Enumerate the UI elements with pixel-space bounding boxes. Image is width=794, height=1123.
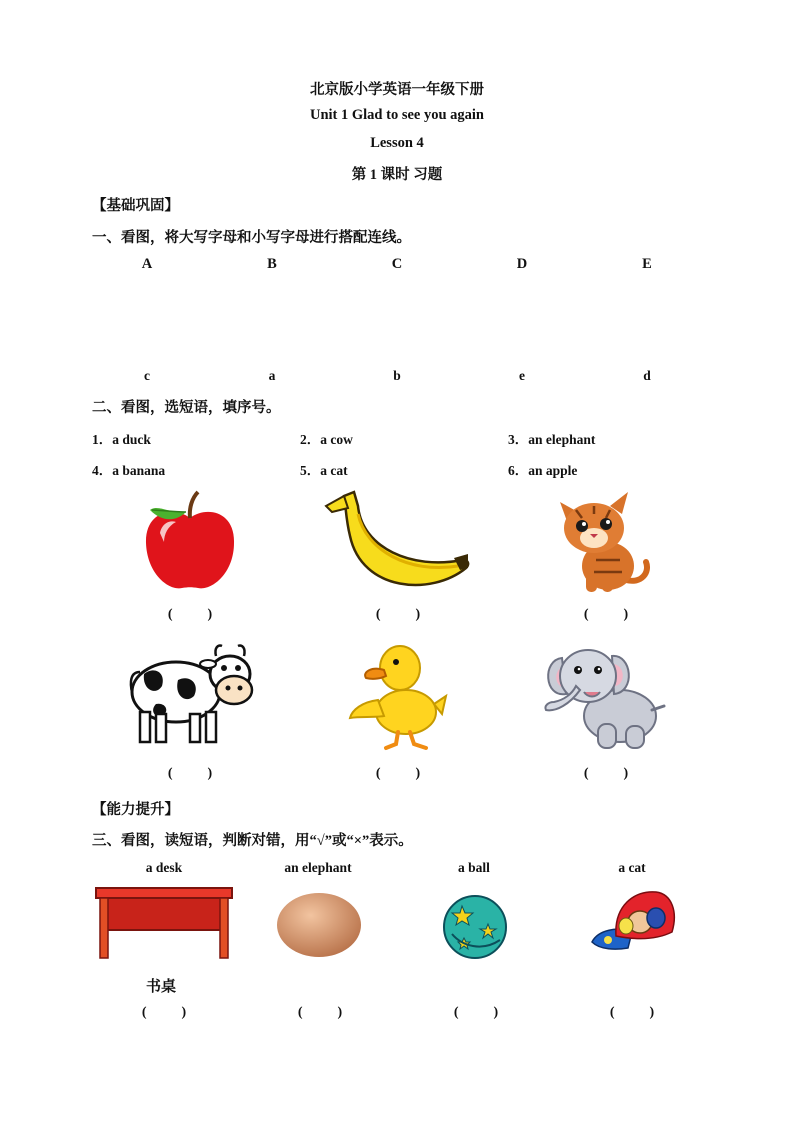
phrase-option: 4．a banana — [92, 463, 166, 478]
lower-letter: e — [519, 368, 525, 383]
document-title: 北京版小学英语一年级下册 — [310, 82, 484, 98]
q1-instruction: 一、看图，将大写字母和小写字母进行搭配连线。 — [92, 230, 411, 246]
answer-blank[interactable]: ( ) — [583, 607, 629, 622]
q3-label: an elephant — [284, 860, 352, 875]
desk-image — [94, 886, 234, 960]
answer-blank[interactable]: ( ) — [167, 766, 213, 781]
cow-image — [126, 640, 256, 748]
banana-image — [322, 488, 472, 598]
lesson-title: Lesson 4 — [370, 135, 424, 151]
unit-title: Unit 1 Glad to see you again — [309, 107, 484, 123]
phrase-option: 3．an elephant — [508, 432, 596, 447]
apple-image — [140, 488, 240, 593]
phrase-option: 5．a cat — [300, 463, 348, 478]
elephant-image — [540, 640, 670, 752]
answer-blank[interactable]: ( ) — [297, 1005, 343, 1020]
q3-instruction: 三、看图，读短语，判断对错，用“√”或“×”表示。 — [92, 833, 413, 849]
q3-label: a cat — [618, 860, 646, 875]
q3-label: a desk — [145, 860, 183, 875]
phrase-option: 2．a cow — [300, 432, 353, 447]
section-basic-heading: 【基础巩固】 — [92, 198, 179, 214]
upper-letter: A — [141, 256, 153, 272]
cap-image — [588, 886, 678, 956]
lower-letter: c — [144, 368, 150, 383]
answer-blank[interactable]: ( ) — [167, 607, 213, 622]
answer-blank[interactable]: ( ) — [375, 766, 421, 781]
answer-blank[interactable]: ( ) — [141, 1005, 187, 1020]
q3-label: a ball — [458, 860, 490, 875]
answer-blank[interactable]: ( ) — [609, 1005, 655, 1020]
upper-letter: B — [267, 256, 277, 272]
answer-blank[interactable]: ( ) — [453, 1005, 499, 1020]
period-title: 第 1 课时 习题 — [351, 167, 443, 183]
answer-blank[interactable]: ( ) — [583, 766, 629, 781]
duck-image — [348, 640, 448, 752]
desk-caption: 书桌 — [146, 979, 177, 995]
lower-letter: d — [643, 368, 651, 383]
lower-letter: b — [393, 368, 401, 383]
upper-letter: E — [642, 256, 652, 272]
cat-image — [556, 488, 652, 596]
upper-letter: C — [391, 256, 403, 272]
upper-letter: D — [516, 256, 528, 272]
phrase-option: 1．a duck — [92, 432, 151, 447]
q2-instruction: 二、看图，选短语，填序号。 — [92, 400, 281, 416]
lower-letter: a — [268, 368, 276, 383]
egg-image — [276, 892, 362, 958]
phrase-option: 6．an apple — [508, 463, 578, 478]
section-advanced-heading: 【能力提升】 — [92, 802, 179, 818]
ball-image — [442, 894, 508, 960]
answer-blank[interactable]: ( ) — [375, 607, 421, 622]
